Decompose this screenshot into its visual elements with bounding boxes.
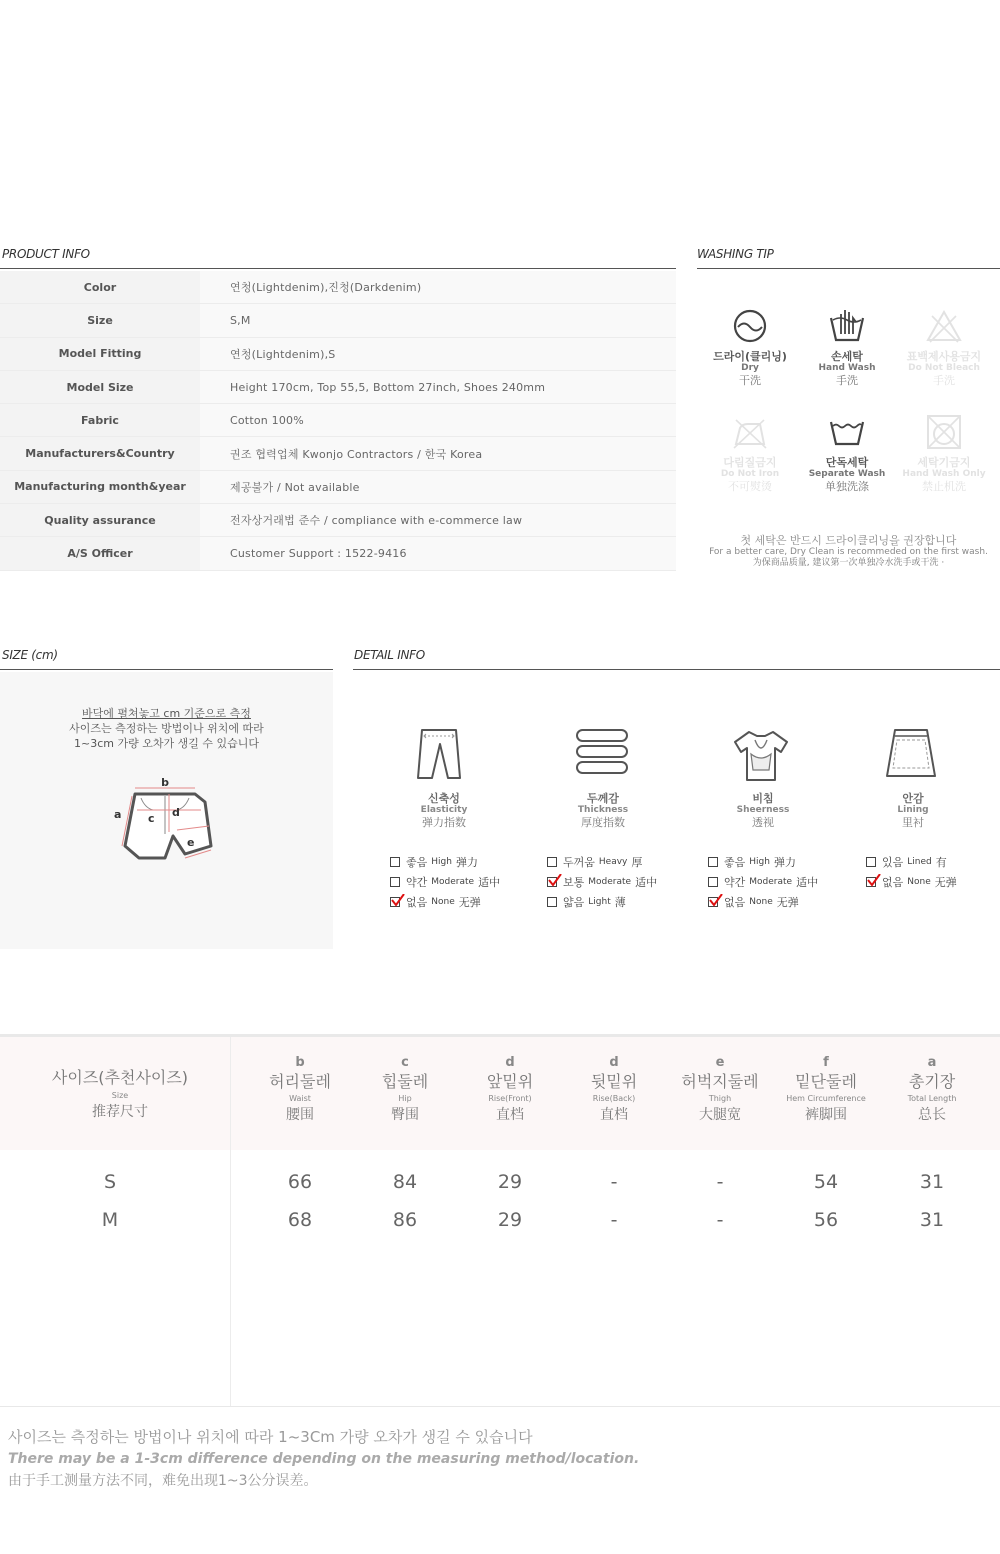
size-cell: 31 (919, 1209, 945, 1231)
wash-label-ko: 드라이(클리닝) (713, 350, 787, 363)
info-value: Height 170cm, Top 55,5, Bottom 27inch, Shoes 240mm (200, 371, 676, 403)
info-row (0, 371, 676, 404)
column-label-ko: 허벅지둘레 (681, 1072, 759, 1091)
option-en: None (749, 897, 773, 907)
footer-note-ko: 사이즈는 측정하는 방법이나 위치에 따라 1~3Cm 가량 오차가 생길 수 있습니다 (8, 1428, 533, 1446)
option-checkbox[interactable] (708, 897, 718, 907)
detail-option (547, 852, 657, 872)
detail-info-divider (353, 669, 1000, 670)
option-zh: 弹力 (773, 856, 796, 869)
size-column-header (771, 1054, 881, 1124)
size-header-zh: 推荐尺寸 (92, 1104, 148, 1120)
wash-item (894, 306, 994, 387)
detail-option (708, 852, 818, 872)
detail-label-zh: 厚度指数 (581, 816, 625, 829)
product-info-divider (0, 268, 676, 269)
column-letter: c (401, 1055, 409, 1070)
column-label-zh: 总长 (918, 1107, 946, 1123)
option-checkbox[interactable] (547, 857, 557, 867)
wash-item (894, 412, 994, 493)
detail-label-zh: 弹力指数 (422, 816, 466, 829)
size-table-divider (230, 1037, 231, 1406)
option-ko: 좋음 (724, 856, 746, 869)
info-value: S,M (200, 304, 676, 336)
option-zh: 薄 (614, 896, 626, 909)
option-checkbox[interactable] (547, 877, 557, 887)
size-header-en: Size (111, 1091, 129, 1100)
wash-item (797, 412, 897, 493)
column-label-en: Waist (289, 1094, 311, 1103)
column-letter: a (927, 1055, 937, 1070)
size-cell: 29 (497, 1171, 523, 1193)
option-en: Moderate (588, 877, 632, 887)
option-ko: 좋음 (406, 856, 428, 869)
info-value: Customer Support : 1522-9416 (200, 537, 676, 569)
option-checkbox[interactable] (547, 897, 557, 907)
checkmark-icon (709, 894, 723, 908)
thickness-layers-icon (573, 726, 633, 786)
size-note-line3: 1~3cm 가량 오차가 생길 수 있습니다 (74, 737, 259, 750)
diagram-label-c: c (148, 812, 155, 825)
option-zh: 弹力 (455, 856, 478, 869)
column-label-en: Rise(Front) (488, 1094, 532, 1103)
info-label: Fabric (0, 404, 200, 436)
wash-label-zh: 不可熨烫 (728, 480, 772, 493)
detail-options (708, 852, 818, 912)
size-row-label: S (103, 1171, 117, 1193)
option-zh: 无弹 (776, 896, 799, 909)
option-ko: 있음 (882, 856, 904, 869)
diagram-label-e: e (187, 836, 195, 849)
size-table-bottom-border (0, 1406, 1000, 1407)
detail-item (843, 726, 983, 829)
detail-options (547, 852, 657, 912)
info-row (0, 404, 676, 437)
washing-tip-divider (697, 268, 1000, 269)
info-row (0, 437, 676, 470)
size-cell: 66 (287, 1171, 313, 1193)
size-column-header (877, 1054, 987, 1124)
washing-tip-title: WASHING TIP (697, 247, 774, 261)
hand-wash-icon (827, 306, 867, 346)
size-cell: - (716, 1209, 724, 1231)
column-letter: e (715, 1055, 725, 1070)
detail-option (708, 872, 818, 892)
wash-label-zh: 单独洗涤 (825, 480, 869, 493)
option-checkbox[interactable] (390, 897, 400, 907)
info-value: 연청(Lightdenim),진청(Darkdenim) (200, 271, 676, 303)
wash-item (797, 306, 897, 387)
diagram-label-b: b (161, 776, 169, 789)
option-ko: 없음 (882, 876, 904, 889)
diagram-label-a: a (114, 808, 122, 821)
size-cell: 29 (497, 1209, 523, 1231)
washing-note-en: For a better care, Dry Clean is recommeded on the first wash. (709, 547, 988, 557)
detail-options (390, 852, 500, 912)
size-note-line2: 사이즈는 측정하는 방법이나 위치에 따라 (69, 722, 264, 735)
detail-label-en: Sheerness (736, 805, 790, 815)
column-label-en: Rise(Back) (592, 1094, 636, 1103)
detail-label-en: Elasticity (420, 805, 468, 815)
wash-label-en: Do Not Bleach (908, 363, 980, 373)
column-letter: f (823, 1055, 829, 1070)
sheerness-shirt-icon (733, 726, 793, 786)
shorts-diagram-icon (105, 772, 225, 867)
info-value: Cotton 100% (200, 404, 676, 436)
size-divider (0, 669, 333, 670)
column-label-zh: 裤脚围 (805, 1107, 847, 1123)
size-column-header (559, 1054, 669, 1124)
info-value: 연청(Lightdenim),S (200, 338, 676, 370)
product-info-title: PRODUCT INFO (2, 247, 90, 261)
size-column-header (665, 1054, 775, 1124)
detail-option (547, 872, 657, 892)
detail-label-ko: 비침 (752, 792, 774, 805)
column-label-zh: 腰围 (286, 1107, 314, 1123)
column-label-ko: 총기장 (908, 1072, 956, 1091)
size-cell: 68 (287, 1209, 313, 1231)
no-iron-icon (730, 412, 770, 452)
column-label-ko: 힙둘레 (381, 1072, 429, 1091)
detail-label-ko: 신축성 (428, 792, 460, 805)
option-ko: 없음 (406, 896, 428, 909)
size-column-header (455, 1054, 565, 1124)
size-cell: - (610, 1209, 618, 1231)
detail-item (374, 726, 514, 829)
washing-note-ko: 첫 세탁은 반드시 드라이클리닝을 권장합니다 (740, 534, 957, 547)
detail-option (547, 892, 657, 912)
info-row (0, 304, 676, 337)
detail-option (390, 892, 500, 912)
detail-option (708, 892, 818, 912)
wash-item (700, 412, 800, 493)
option-en: Lined (907, 857, 932, 867)
column-label-en: Total Length (907, 1094, 957, 1103)
option-zh: 厚 (631, 856, 643, 869)
washing-note (697, 534, 1000, 569)
info-label: Manufacturers&Country (0, 437, 200, 469)
detail-label-en: Lining (897, 805, 929, 815)
diagram-label-d: d (172, 806, 180, 819)
info-row (0, 271, 676, 304)
elasticity-pants-icon (414, 726, 474, 786)
size-title: SIZE (cm) (2, 648, 58, 662)
option-ko: 약간 (406, 876, 428, 889)
wash-label-ko: 단독세탁 (825, 456, 869, 469)
column-label-zh: 直档 (496, 1107, 524, 1123)
option-checkbox[interactable] (708, 857, 718, 867)
option-ko: 없음 (724, 896, 746, 909)
wash-label-ko: 손세탁 (831, 350, 863, 363)
column-letter: d (505, 1055, 515, 1070)
wash-item (700, 306, 800, 387)
size-cell: 54 (813, 1171, 839, 1193)
info-value: 권조 협력업체 Kwonjo Contractors / 한국 Korea (200, 437, 676, 469)
column-label-ko: 뒷밑위 (590, 1072, 638, 1091)
option-zh: 无弹 (458, 896, 481, 909)
info-row (0, 471, 676, 504)
size-cell: - (716, 1171, 724, 1193)
info-value: 제공불가 / Not available (200, 471, 676, 503)
option-ko: 약간 (724, 876, 746, 889)
wash-label-zh: 禁止机洗 (922, 480, 966, 493)
size-table-size-header (10, 1067, 230, 1121)
option-en: Moderate (431, 877, 475, 887)
detail-label-ko: 두께감 (587, 792, 619, 805)
wash-label-zh: 手洗 (836, 374, 858, 387)
wash-label-ko: 다림질금지 (723, 456, 777, 469)
column-label-en: Hem Circumference (786, 1094, 866, 1103)
info-row (0, 537, 676, 570)
size-cell: - (610, 1171, 618, 1193)
info-label: Model Size (0, 371, 200, 403)
column-letter: d (609, 1055, 619, 1070)
footer-note-zh: 由于手工测量方法不同，难免出现1~3公分误差。 (8, 1473, 318, 1489)
washing-note-zh: 为保商品质量, 建议第一次单独冷水洗手或干洗 · (752, 558, 945, 568)
size-row-label: M (101, 1209, 119, 1231)
option-ko: 보통 (563, 876, 585, 889)
option-checkbox[interactable] (866, 877, 876, 887)
wash-label-en: Dry (741, 363, 759, 373)
info-label: A/S Officer (0, 537, 200, 569)
wash-label-zh: 手洗 (933, 374, 955, 387)
info-label: Manufacturing month&year (0, 471, 200, 503)
size-column-header (245, 1054, 355, 1124)
wash-label-en: Separate Wash (808, 469, 886, 479)
wash-label-en: Hand Wash Only (902, 469, 986, 479)
column-label-en: Thigh (708, 1094, 732, 1103)
detail-item (533, 726, 673, 829)
option-checkbox[interactable] (390, 857, 400, 867)
no-machine-wash-icon (924, 412, 964, 452)
option-zh: 无弹 (934, 876, 957, 889)
size-column-header (350, 1054, 460, 1124)
option-en: High (431, 857, 452, 867)
detail-label-zh: 透视 (752, 816, 774, 829)
detail-options (866, 852, 957, 892)
detail-option (866, 852, 957, 872)
option-en: High (749, 857, 770, 867)
option-checkbox[interactable] (390, 877, 400, 887)
checkmark-icon (867, 874, 881, 888)
option-checkbox[interactable] (866, 857, 876, 867)
column-label-en: Hip (398, 1094, 412, 1103)
size-header-ko: 사이즈(추천사이즈) (51, 1068, 189, 1087)
detail-option (866, 872, 957, 892)
column-label-zh: 直档 (600, 1107, 628, 1123)
info-label: Color (0, 271, 200, 303)
detail-info-title: DETAIL INFO (354, 648, 425, 662)
info-label: Model Fitting (0, 338, 200, 370)
size-cell: 31 (919, 1171, 945, 1193)
size-cell: 56 (813, 1209, 839, 1231)
option-ko: 얇음 (563, 896, 585, 909)
checkmark-icon (548, 874, 562, 888)
info-label: Quality assurance (0, 504, 200, 536)
option-zh: 适中 (478, 876, 501, 889)
size-note-line1: 바닥에 펼쳐놓고 cm 기준으로 측정 (82, 707, 251, 720)
detail-label-en: Thickness (577, 805, 629, 815)
option-en: None (431, 897, 455, 907)
footer-note (8, 1426, 639, 1492)
detail-option (390, 852, 500, 872)
wash-label-ko: 표백제사용금지 (906, 350, 982, 363)
info-row (0, 338, 676, 371)
product-info-table (0, 271, 676, 571)
info-value: 전자상거래법 준수 / compliance with e-commerce law (200, 504, 676, 536)
option-zh: 适中 (635, 876, 658, 889)
info-row (0, 504, 676, 537)
detail-label-zh: 里衬 (902, 816, 924, 829)
option-en: Moderate (749, 877, 793, 887)
size-cell: 86 (392, 1209, 418, 1231)
info-label: Size (0, 304, 200, 336)
column-label-zh: 臀围 (391, 1107, 419, 1123)
separate-wash-icon (827, 412, 867, 452)
option-en: Light (588, 897, 611, 907)
option-zh: 有 (935, 856, 947, 869)
lining-skirt-icon (883, 726, 943, 786)
option-en: None (907, 877, 931, 887)
detail-option (390, 872, 500, 892)
detail-label-ko: 안감 (902, 792, 924, 805)
column-label-ko: 허리둘레 (269, 1072, 331, 1091)
option-checkbox[interactable] (708, 877, 718, 887)
dry-clean-icon (730, 306, 770, 346)
wash-label-ko: 세탁기금지 (917, 456, 971, 469)
no-bleach-icon (924, 306, 964, 346)
column-label-ko: 밑단둘레 (795, 1072, 857, 1091)
wash-label-en: Do Not Iron (720, 469, 780, 479)
option-zh: 适中 (796, 876, 819, 889)
footer-note-en: There may be a 1-3cm difference depending on the measuring method/location. (8, 1451, 640, 1467)
size-cell: 84 (392, 1171, 418, 1193)
option-en: Heavy (598, 857, 628, 867)
option-ko: 두꺼움 (563, 856, 595, 869)
detail-item (693, 726, 833, 829)
column-letter: b (295, 1055, 305, 1070)
wash-label-zh: 干洗 (739, 374, 761, 387)
wash-label-en: Hand Wash (818, 363, 876, 373)
checkmark-icon (391, 894, 405, 908)
column-label-zh: 大腿宽 (699, 1107, 741, 1123)
column-label-ko: 앞밑위 (486, 1072, 534, 1091)
size-diagram-box (0, 672, 333, 949)
size-note (0, 706, 333, 751)
